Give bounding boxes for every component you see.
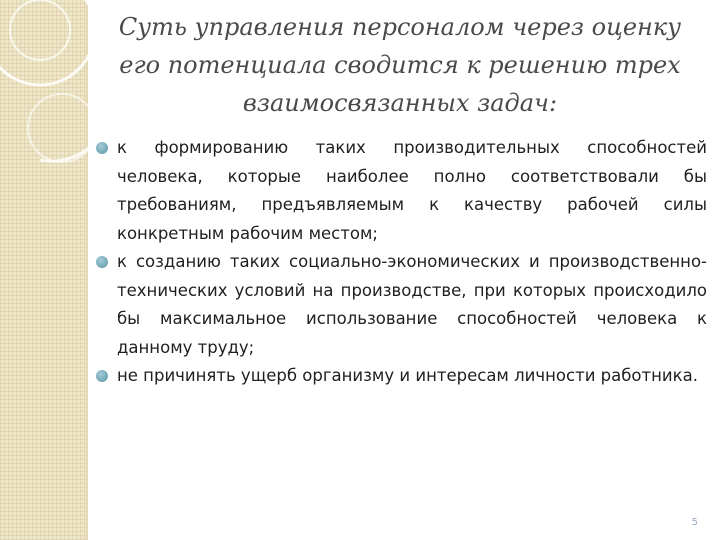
slide-title <box>95 8 705 122</box>
title-line-3: взаимосвязанных задач: <box>242 89 558 117</box>
bullet-item-1 <box>117 134 707 248</box>
bullet-text-3: не причинять ущерб организму и интересам личности работника. <box>117 366 698 385</box>
bullet-list <box>117 134 707 391</box>
bullet-dot-icon <box>96 142 108 154</box>
title-line-1: Суть управления персоналом через оценку <box>118 13 682 41</box>
bullet-dot-icon <box>96 370 108 382</box>
page-number: 5 <box>691 517 698 528</box>
title-line-2: его потенциала сводится к решению трех <box>119 51 681 79</box>
bullet-text-1: к формированию таких производительных способностей человека, которые наиболее полно соответствовали бы требованиям, предъявляемым к качеству рабочей силы конкретным рабочим местом; <box>117 138 707 243</box>
bullet-text-2: к созданию таких социально-экономических и производственно-технических условий на производстве, при которых происходило бы максимальное использование способностей человека к данному труду; <box>117 252 707 357</box>
bullet-item-3 <box>117 362 707 391</box>
bullet-item-2 <box>117 248 707 362</box>
bullet-dot-icon <box>96 256 108 268</box>
